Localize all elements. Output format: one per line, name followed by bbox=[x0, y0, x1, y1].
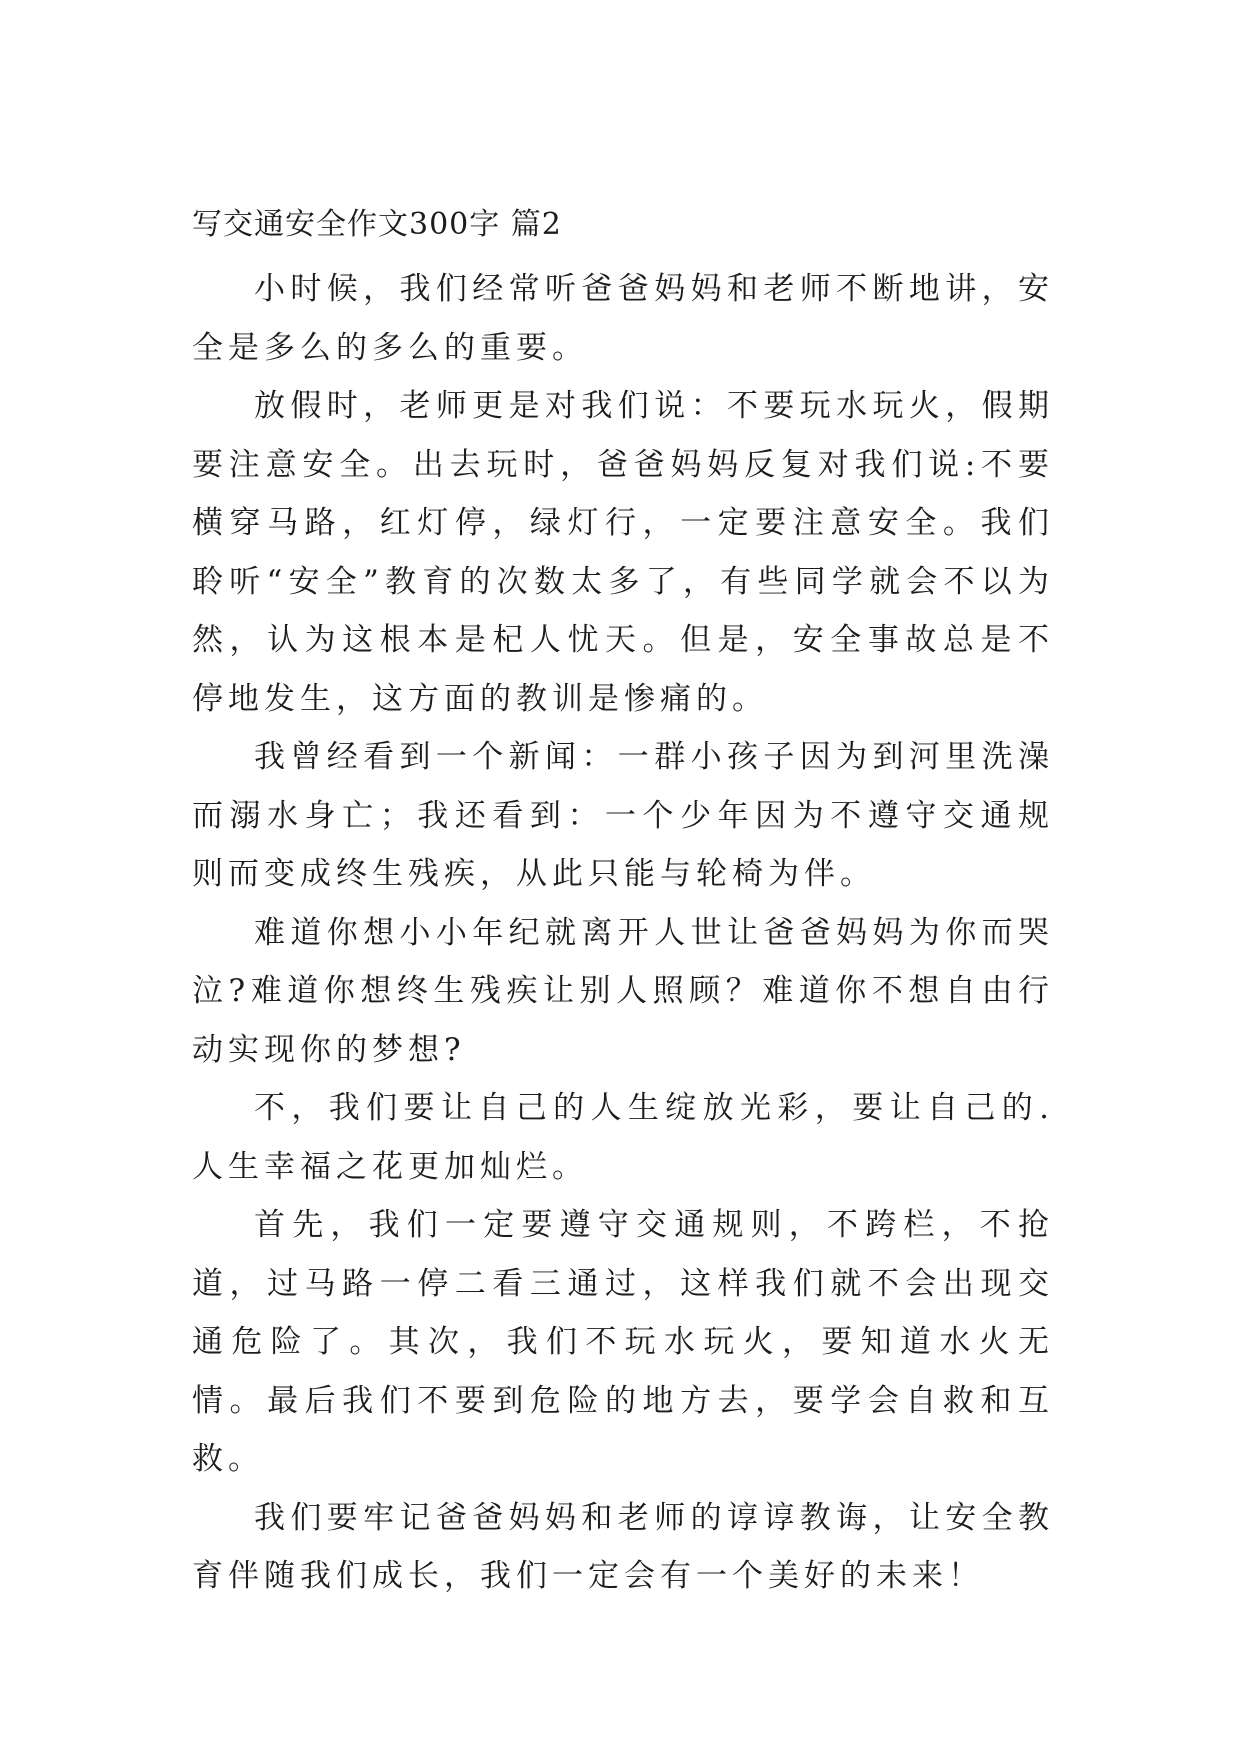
document-page bbox=[192, 196, 1054, 1606]
document-title: 写交通安全作文300字 篇2 bbox=[192, 207, 562, 242]
paragraph-5: 不，我们要让自己的人生绽放光彩，要让自己的.人生幸福之花更加灿烂。 bbox=[192, 1090, 1054, 1185]
paragraph-3: 我曾经看到一个新闻：一群小孩子因为到河里洗澡而溺水身亡；我还看到：一个少年因为不遵守交通规则而变成终生残疾，从此只能与轮椅为伴。 bbox=[192, 739, 1054, 892]
paragraph-7: 我们要牢记爸爸妈妈和老师的谆谆教诲，让安全教育伴随我们成长，我们一定会有一个美好的未来！ bbox=[192, 1499, 1054, 1594]
paragraph-1: 小时候，我们经常听爸爸妈妈和老师不断地讲，安全是多么的多么的重要。 bbox=[192, 271, 1054, 366]
paragraph-2: 放假时，老师更是对我们说：不要玩水玩火，假期要注意安全。出去玩时，爸爸妈妈反复对我们说:不要横穿马路，红灯停，绿灯行，一定要注意安全。我们聆听“安全”教育的次数太多了，有些同学就会不以为然，认为这根本是杞人忧天。但是，安全事故总是不停地发生，这方面的教训是惨痛的。 bbox=[192, 388, 1054, 717]
paragraph-6: 首先，我们一定要遵守交通规则，不跨栏，不抢道，过马路一停二看三通过，这样我们就不会出现交通危险了。其次，我们不玩水玩火，要知道水火无情。最后我们不要到危险的地方去，要学会自救和互救。 bbox=[192, 1207, 1054, 1477]
paragraph-4: 难道你想小小年纪就离开人世让爸爸妈妈为你而哭泣?难道你想终生残疾让别人照顾？难道你不想自由行动实现你的梦想? bbox=[192, 914, 1054, 1068]
